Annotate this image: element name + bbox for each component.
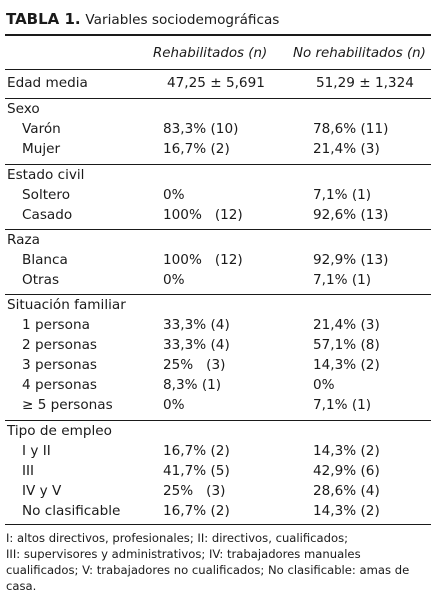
row-label: Estado civil [7,167,85,183]
table-row [0,461,436,481]
table-row [0,119,436,139]
cell-rehabilitados: 83,3% (10) [163,121,239,137]
cell-no-rehabilitados: 7,1% (1) [313,397,372,413]
cell-no-rehabilitados: 7,1% (1) [313,187,372,203]
group-header-row [0,230,436,250]
table-footnote [6,530,430,594]
cell-rehabilitados: 33,3% (4) [163,317,230,333]
row-label: 3 personas [22,357,97,373]
cell-no-rehabilitados: 92,9% (13) [313,252,389,268]
bottom-rule [5,524,431,525]
group-header-row [0,295,436,315]
header-rule [5,69,431,70]
row-label: III [22,463,35,479]
cell-no-rehabilitados: 28,6% (4) [313,483,380,499]
footnote-line: cualificados; V: trabajadores no cualificados; No clasificable: amas de [6,563,410,577]
table-row [0,139,436,159]
cell-no-rehabilitados: 21,4% (3) [313,141,380,157]
table-row [0,335,436,355]
row-label: 1 persona [22,317,90,333]
group-header-row [0,421,436,441]
cell-rehabilitados: 16,7% (2) [163,503,230,519]
table-row [0,73,436,93]
cell-no-rehabilitados: 14,3% (2) [313,503,380,519]
cell-no-rehabilitados: 14,3% (2) [313,357,380,373]
row-label: Tipo de empleo [7,423,112,439]
footnote-line: I: altos directivos, profesionales; II: directivos, cualificados; [6,531,349,545]
cell-no-rehabilitados: 51,29 ± 1,324 [316,75,414,91]
cell-rehabilitados: 100% (12) [163,252,243,268]
table-row [0,441,436,461]
cell-rehabilitados: 100% (12) [163,207,243,223]
row-label: Sexo [7,101,40,117]
cell-rehabilitados: 16,7% (2) [163,141,230,157]
table-row [0,315,436,335]
table-caption [6,10,279,29]
cell-rehabilitados: 33,3% (4) [163,337,230,353]
row-label: Edad media [7,75,88,91]
cell-no-rehabilitados: 78,6% (11) [313,121,389,137]
table-row [0,205,436,225]
row-label: Varón [22,121,61,137]
table-row [0,250,436,270]
row-label: 2 personas [22,337,97,353]
cell-no-rehabilitados: 7,1% (1) [313,272,372,288]
row-label: Raza [7,232,40,248]
cell-rehabilitados: 0% [163,187,185,203]
cell-no-rehabilitados: 21,4% (3) [313,317,380,333]
row-label: Otras [22,272,60,288]
table-row [0,375,436,395]
table-title: Variables sociodemográficas [85,12,280,28]
row-label: Mujer [22,141,61,157]
table-row [0,270,436,290]
cell-rehabilitados: 25% (3) [163,357,226,373]
group-header-row [0,165,436,185]
table-row [0,501,436,521]
cell-rehabilitados: 0% [163,272,185,288]
footnote-line: III: supervisores y administrativos; IV: trabajadores manuales [6,547,361,561]
cell-no-rehabilitados: 92,6% (13) [313,207,389,223]
row-label: I y II [22,443,51,459]
row-label: IV y V [22,483,62,499]
group-header-row [0,99,436,119]
table-row [0,355,436,375]
table-label: TABLA 1. [6,10,81,28]
cell-rehabilitados: 41,7% (5) [163,463,230,479]
row-label: Casado [22,207,73,223]
row-label: Soltero [22,187,71,203]
row-label: 4 personas [22,377,97,393]
cell-rehabilitados: 0% [163,397,185,413]
row-label: No clasificable [22,503,121,519]
cell-rehabilitados: 25% (3) [163,483,226,499]
table-row [0,185,436,205]
cell-rehabilitados: 16,7% (2) [163,443,230,459]
footnote-line: casa. [6,579,37,593]
cell-no-rehabilitados: 0% [313,377,335,393]
column-header-rehabilitados: Rehabilitados (n) [153,46,268,61]
column-header-no-rehabilitados: No rehabilitados (n) [293,46,426,61]
cell-no-rehabilitados: 14,3% (2) [313,443,380,459]
cell-rehabilitados: 8,3% (1) [163,377,222,393]
row-label: Blanca [22,252,68,268]
row-label: ≥ 5 personas [22,397,113,413]
table-row [0,481,436,501]
cell-rehabilitados: 47,25 ± 5,691 [167,75,265,91]
cell-no-rehabilitados: 57,1% (8) [313,337,380,353]
cell-no-rehabilitados: 42,9% (6) [313,463,380,479]
table-row [0,395,436,415]
top-rule [5,34,431,36]
row-label: Situación familiar [7,297,126,313]
